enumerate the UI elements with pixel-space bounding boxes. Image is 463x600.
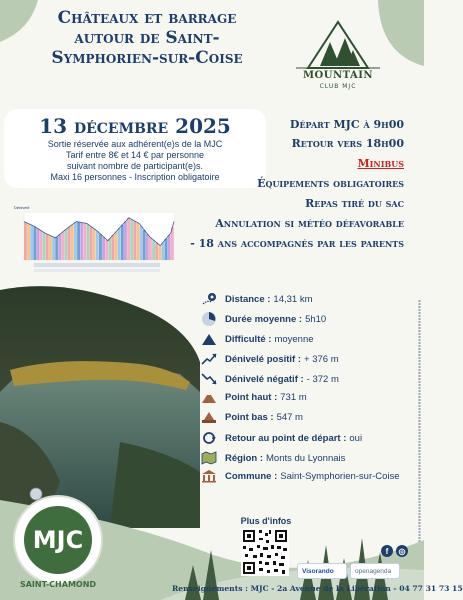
detail-label: Dénivelé positif : (225, 353, 302, 365)
elevation-bar (105, 240, 108, 260)
elevation-bar (58, 234, 61, 260)
elevation-bar (24, 222, 27, 260)
mjc-saint-chamond-logo (6, 488, 110, 592)
detail-label: Commune : (225, 470, 278, 482)
instagram-icon[interactable]: ◎ (396, 545, 408, 557)
detail-label: Retour au point de départ : (225, 432, 347, 444)
title-line: Châteaux et barrage (57, 8, 237, 28)
detail-label: Durée moyenne : (225, 313, 303, 325)
detail-value: moyenne (274, 333, 314, 345)
departure-time: Départ MJC à 9h00 (289, 118, 404, 131)
detail-value: oui (349, 432, 363, 444)
elevation-bar (90, 227, 93, 260)
detail-loop (200, 430, 362, 446)
detail-low-point (200, 409, 303, 425)
visorando-badge[interactable]: Visorando (297, 563, 347, 579)
elevation-profile-chart (14, 205, 180, 277)
more-info-label: Plus d'infos (240, 516, 292, 526)
logo-name: MOUNTAIN (302, 70, 374, 81)
elevation-bar (33, 227, 36, 260)
elevation-bar (62, 232, 65, 260)
event-conditions (8, 139, 262, 183)
town-hall-icon (200, 468, 218, 484)
detail-value: Saint-Symphorien-sur-Coise (280, 470, 400, 482)
loop-icon (200, 430, 218, 446)
elevation-bar (96, 231, 99, 260)
elevation-bar (83, 223, 86, 260)
elevation-bar (46, 234, 49, 260)
detail-label: Région : (225, 452, 263, 464)
elevation-bar (143, 230, 146, 260)
logo-subtitle: CLUB MJC (319, 83, 357, 90)
elevation-bar (133, 221, 136, 260)
elevation-bar (99, 234, 102, 260)
elevation-bar (118, 228, 121, 260)
detail-duration (200, 311, 326, 327)
detail-value: - 372 m (306, 373, 339, 385)
detail-value: 5h10 (305, 313, 327, 325)
title-line: Symphorien-sur-Coise (51, 48, 243, 68)
condition-line: Tarif entre 8€ et 14 € par personne (65, 150, 205, 160)
minors-note: - 18 ans accompagnés par les parents (190, 237, 404, 250)
elevation-bar (71, 225, 74, 260)
trend-down-icon (200, 371, 218, 387)
mountain-icon (200, 331, 218, 347)
clock-icon (200, 311, 218, 327)
detail-label: Point bas : (225, 411, 274, 423)
detail-value: 14,31 km (273, 293, 313, 305)
elevation-bar (115, 232, 118, 260)
chart-title: Dénivelé (14, 205, 30, 210)
route-pin-icon (200, 291, 218, 307)
elevation-bar (121, 225, 124, 260)
elevation-bar (80, 223, 83, 260)
detail-value: 547 m (276, 411, 303, 423)
elevation-bar (130, 219, 133, 260)
elevation-bar (146, 234, 149, 260)
condition-line: suivant nombre de participant(e)s. (66, 161, 204, 171)
elevation-bar (37, 229, 40, 260)
openagenda-badge[interactable]: openagenda (350, 563, 400, 579)
detail-region (200, 450, 345, 466)
elevation-bar (137, 223, 140, 260)
map-icon (200, 450, 218, 466)
elevation-bar (102, 237, 105, 260)
elevation-bar (140, 226, 143, 260)
elevation-bar (124, 221, 127, 260)
elevation-bar (74, 222, 77, 260)
detail-value: + 376 m (304, 353, 339, 365)
elevation-bar (27, 224, 30, 260)
detail-difficulty (200, 331, 314, 347)
transport-mode: Minibus (357, 157, 404, 170)
elevation-bar (49, 236, 52, 260)
elevation-bar (55, 237, 58, 260)
elevation-bar (68, 227, 71, 260)
elevation-bar (165, 239, 168, 260)
title-line: autour de Saint- (74, 28, 220, 48)
mjc-ring-text: SAINT-CHAMOND (19, 580, 97, 589)
outing-title (18, 8, 276, 68)
elevation-bar (162, 242, 165, 260)
elevation-bar (65, 229, 68, 260)
elevation-bar (30, 225, 33, 260)
detail-high-point (200, 389, 307, 405)
condition-line: Maxi 16 personnes - Inscription obligatoire (50, 172, 220, 182)
elevation-bar (112, 235, 115, 260)
elevation-bar (52, 237, 55, 260)
elevation-bar (43, 233, 46, 260)
elevation-bar (155, 243, 158, 260)
detail-town (200, 468, 400, 484)
peak-high-icon (200, 389, 218, 405)
facebook-icon[interactable]: f (381, 545, 393, 557)
detail-label: Difficulté : (225, 333, 272, 345)
detail-distance (200, 291, 312, 307)
elevation-bar (93, 229, 96, 260)
mjc-logo-text: MJC (32, 526, 84, 554)
elevation-bar (108, 239, 111, 260)
cancellation-note: Annulation si météo défavorable (215, 217, 404, 230)
contact-footer: Renseignements : MJC - 2a Avenue de la Libération - 04 77 31 73 15 (172, 584, 463, 593)
elevation-bar (77, 222, 80, 260)
event-date: 13 décembre 2025 (39, 114, 231, 138)
elevation-bar (127, 218, 130, 260)
elevation-bar (40, 231, 43, 260)
qr-code[interactable] (241, 528, 289, 576)
meal-note: Repas tiré du sac (305, 197, 404, 210)
elevation-bar (168, 235, 171, 260)
elevation-bar (152, 240, 155, 260)
equipment-note: Équipements obligatoires (257, 177, 404, 190)
detail-label: Distance : (225, 293, 271, 305)
elevation-bar (158, 245, 161, 260)
detail-value: Monts du Lyonnais (266, 452, 346, 464)
trend-up-icon (200, 351, 218, 367)
return-time: Retour vers 18h00 (291, 137, 404, 150)
detail-label: Point haut : (225, 391, 278, 403)
detail-value: 731 m (280, 391, 307, 403)
peak-low-icon (200, 409, 218, 425)
elevation-bar (149, 238, 152, 260)
detail-descent (200, 371, 339, 387)
elevation-bar (87, 224, 90, 260)
condition-line: Sortie réservée aux adhérent(e)s de la MJC (47, 139, 223, 149)
detail-label: Dénivelé négatif : (225, 373, 304, 385)
detail-ascent (200, 351, 339, 367)
